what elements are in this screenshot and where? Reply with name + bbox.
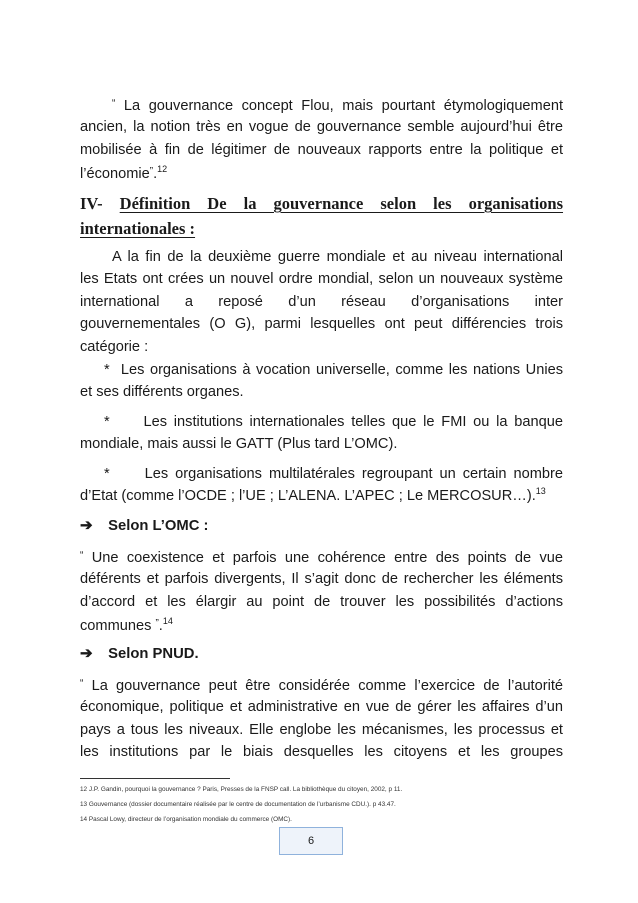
quote1-line1 <box>112 94 563 116</box>
arrow-right-icon: ➔ <box>80 646 93 662</box>
quote1-line3: mobilisée à fin de légitimer de nouveaux rapports entre la politique et <box>80 142 563 158</box>
section-heading-line2 <box>80 217 563 241</box>
omc-heading-text: Selon L’OMC : <box>108 518 209 534</box>
section-heading <box>80 192 563 216</box>
footnote-ref-13: 13 <box>535 486 546 497</box>
omc-line2: déférents et parfois divergents, Il s’agit donc de rechercher les éléments <box>80 571 563 587</box>
page-number: 6 <box>279 827 343 855</box>
intro-line3: international a reposé d’un réseau d’organisations inter <box>80 294 563 310</box>
bullet2-line2: mondiale, mais aussi le GATT (Plus tard L’OMC). <box>80 436 398 452</box>
quote1-line2: ancien, la notion très en vogue de gouvernance semble aujourd’hui être <box>80 119 563 135</box>
quote1-text1: La gouvernance concept Flou, mais pourtant étymologiquement <box>123 98 563 114</box>
pnud-heading <box>80 644 199 664</box>
intro-line5: catégorie : <box>80 339 149 355</box>
footnote-14: 14 Pascal Lowy, directeur de l’organisation mondiale du commerce (OMC). <box>80 816 292 823</box>
open-quote: “ <box>80 678 84 689</box>
bullet2-text1: Les institutions internationales telles que le FMI ou la banque <box>143 414 563 430</box>
bullet3-line2 <box>80 486 563 506</box>
bullet3-text1: Les organisations multilatérales regroupant un certain nombre <box>144 466 564 482</box>
omc-line1 <box>80 546 563 568</box>
close-quote: ” <box>149 166 154 177</box>
footnote-ref-14: 14 <box>162 616 173 627</box>
arrow-right-icon: ➔ <box>80 518 93 534</box>
footnote-13: 13 Gouvernance (dossier documentaire réalisée par le centre de documentation de l’urbanisme CDU.). p 43.47. <box>80 801 396 808</box>
bullet2-line1: * Les institutions internationales telles que le FMI ou la banque <box>104 414 563 430</box>
omc-text1: Une coexistence et parfois une cohérence entre des points de vue <box>91 550 563 566</box>
intro-line4: gouvernementales (O G), parmi lesquelles ont peut différencies trois <box>80 316 563 332</box>
pnud-text1: La gouvernance peut être considérée comme l’exercice de l’autorité <box>91 678 564 694</box>
pnud-heading-text: Selon PNUD. <box>108 646 199 662</box>
footnote-12: 12 J.P. Gandin, pourquoi la gouvernance ? Paris, Presses de la FNSP call. La bibliothèque du citoyen, 2002, p 11. <box>80 786 403 793</box>
bullet3-line1: * Les organisations multilatérales regroupant un certain nombre <box>104 466 564 482</box>
footnote-separator <box>80 778 230 779</box>
section-number: IV- <box>80 194 103 213</box>
pnud-line3: pays a tous les niveaux. Elle englobe les mécanismes, les processus et <box>80 722 563 738</box>
quote1-text4: l’économie <box>80 166 150 182</box>
bullet1-line2: et ses différents organes. <box>80 384 244 400</box>
pnud-line1 <box>80 674 563 696</box>
open-quote: “ <box>112 98 116 109</box>
bullet1-text1: Les organisations à vocation universelle, comme les nations Unies <box>120 362 563 378</box>
quote1-line4: l’économie”.$^{12}$ <box>80 164 168 182</box>
omc-heading <box>80 516 208 536</box>
pnud-line4: les institutions par le biais desquelles les citoyens et les groupes <box>80 744 563 760</box>
bullet1-line1: * Les organisations à vocation universelle, comme les nations Unies <box>104 362 563 378</box>
intro-line1: A la fin de la deuxième guerre mondiale et au niveau international <box>112 249 563 265</box>
intro-line2: les Etats ont crées un nouvel ordre mondial, selon un nouveaux système <box>80 271 563 287</box>
omc-text4: communes <box>80 618 152 634</box>
pnud-line2: économique, politique et administrative en vue de gérer les affaires d’un <box>80 699 563 715</box>
open-quote: “ <box>80 550 84 561</box>
omc-line3: d’accord et les élargir au point de trouver les possibilités d’actions <box>80 594 563 610</box>
footnote-ref-12: 12 <box>157 164 168 175</box>
bullet3-text2: d’Etat (comme l’OCDE ; l’UE ; L’ALENA. L’APEC ; Le MERCOSUR…). <box>80 488 536 504</box>
omc-line4: communes ”.$^{14}$ <box>80 616 173 634</box>
section-title-line1: Définition De la gouvernance selon les organisations <box>119 194 564 213</box>
section-title-line2: internationales : <box>80 219 196 238</box>
close-quote: ” <box>155 618 159 629</box>
